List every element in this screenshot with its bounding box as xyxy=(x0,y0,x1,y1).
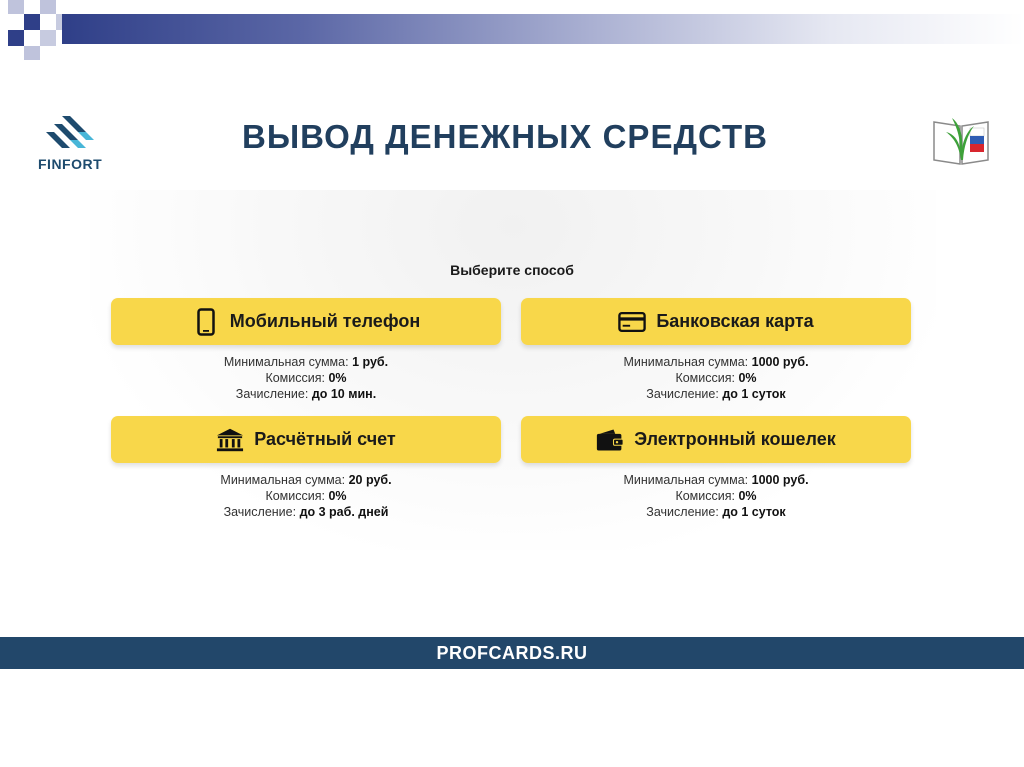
footer-site-link[interactable]: PROFCARDS.RU xyxy=(436,642,588,663)
credit-time-value: до 1 суток xyxy=(722,505,786,519)
decorative-top-bar xyxy=(62,14,1024,44)
commission-value: 0% xyxy=(328,489,347,503)
min-sum-value: 1000 руб. xyxy=(751,473,809,487)
settlement-account-details: Минимальная сумма: 20 руб. Комиссия: 0% Зачисление: до 3 раб. дней xyxy=(220,473,392,519)
commission-value: 0% xyxy=(738,489,757,503)
min-sum-value: 1000 руб. xyxy=(751,355,809,369)
min-sum-value: 1 руб. xyxy=(352,355,389,369)
mobile-phone-details: Минимальная сумма: 1 руб. Комиссия: 0% Зачисление: до 10 мин. xyxy=(223,355,389,401)
brand-name: FINFORT xyxy=(38,156,103,172)
settlement-account-option-button[interactable] xyxy=(111,416,501,463)
bank-card-option-button[interactable] xyxy=(521,298,911,345)
credit-time-value: до 3 раб. дней xyxy=(299,505,389,519)
e-wallet-details: Минимальная сумма: 1000 руб. Комиссия: 0% Зачисление: до 1 суток xyxy=(623,473,809,519)
profunion-book-logo-icon xyxy=(930,108,992,170)
choose-method-prompt: Выберите способ xyxy=(450,262,574,278)
option-label: Мобильный телефон xyxy=(229,311,421,331)
commission-value: 0% xyxy=(328,371,347,385)
min-sum-value: 20 руб. xyxy=(348,473,392,487)
e-wallet-option-button[interactable] xyxy=(521,416,911,463)
bank-card-icon xyxy=(618,308,646,336)
wallet-icon xyxy=(596,426,624,454)
credit-time-value: до 10 мин. xyxy=(311,387,377,401)
option-label: Расчётный счет xyxy=(254,429,396,449)
bank-building-icon xyxy=(216,426,244,454)
mobile-phone-option-button[interactable] xyxy=(111,298,501,345)
footer-bar xyxy=(0,637,1024,669)
commission-value: 0% xyxy=(738,371,757,385)
credit-time-value: до 1 суток xyxy=(722,387,786,401)
bank-card-details: Минимальная сумма: 1000 руб. Комиссия: 0% Зачисление: до 1 суток xyxy=(623,355,809,401)
mobile-phone-icon xyxy=(192,308,220,336)
option-label: Электронный кошелек xyxy=(634,429,836,449)
page-title: ВЫВОД ДЕНЕЖНЫХ СРЕДСТВ xyxy=(242,118,768,155)
option-label: Банковская карта xyxy=(656,311,814,331)
